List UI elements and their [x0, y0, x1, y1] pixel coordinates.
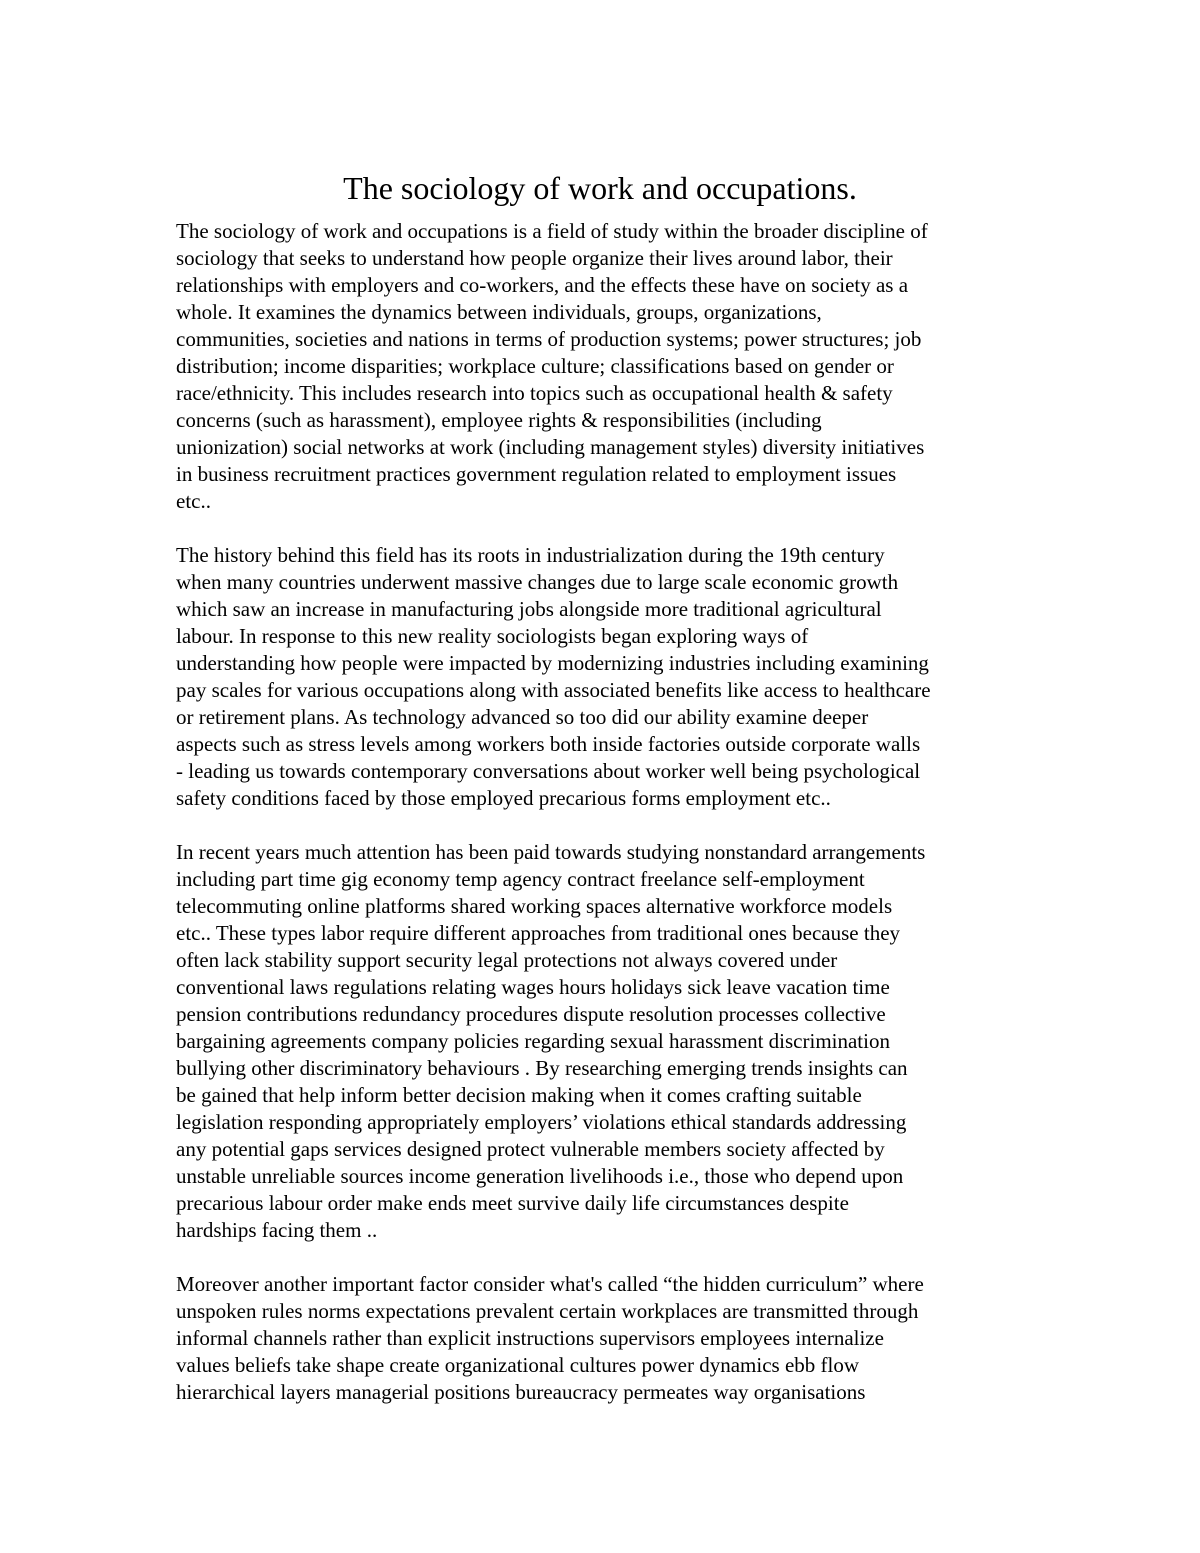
text-line: pension contributions redundancy procedures dispute resolution processes collective	[176, 1002, 886, 1026]
text-line: concerns (such as harassment), employee rights & responsibilities (including	[176, 408, 822, 432]
paragraph	[176, 1271, 1036, 1406]
text-line: relationships with employers and co-workers, and the effects these have on society as a	[176, 273, 909, 297]
text-line: which saw an increase in manufacturing jobs alongside more traditional agricultural	[176, 597, 882, 621]
text-line: be gained that help inform better decision making when it comes crafting suitable	[176, 1083, 862, 1107]
document-title: The sociology of work and occupations.	[343, 170, 857, 206]
text-line: The sociology of work and occupations is a field of study within the broader discipline of	[176, 219, 928, 243]
text-line: in business recruitment practices government regulation related to employment issues	[176, 462, 897, 486]
text-line: any potential gaps services designed protect vulnerable members society affected by	[176, 1137, 885, 1161]
text-line: bullying other discriminatory behaviours . By researching emerging trends insights can	[176, 1056, 908, 1080]
text-line: precarious labour order make ends meet survive daily life circumstances despite	[176, 1191, 849, 1215]
text-line: In recent years much attention has been paid towards studying nonstandard arrangements	[176, 840, 926, 864]
paragraph	[176, 839, 1036, 1244]
text-line: understanding how people were impacted by modernizing industries including examining	[176, 651, 929, 675]
text-line: distribution; income disparities; workplace culture; classifications based on gender or	[176, 354, 894, 378]
text-line: etc.. These types labor require different approaches from traditional ones because they	[176, 921, 901, 945]
text-line: whole. It examines the dynamics between individuals, groups, organizations,	[176, 300, 822, 324]
text-line: safety conditions faced by those employed precarious forms employment etc..	[176, 786, 831, 810]
text-line: values beliefs take shape create organizational cultures power dynamics ebb flow	[176, 1353, 860, 1377]
text-line: often lack stability support security legal protections not always covered under	[176, 948, 838, 972]
text-line: unionization) social networks at work (including management styles) diversity initiatives	[176, 435, 925, 459]
text-line: when many countries underwent massive changes due to large scale economic growth	[176, 570, 899, 594]
paragraph	[176, 218, 1036, 515]
document-body	[176, 218, 1036, 1433]
text-line: telecommuting online platforms shared working spaces alternative workforce models	[176, 894, 893, 918]
text-line: aspects such as stress levels among workers both inside factories outside corporate walls	[176, 732, 921, 756]
text-line: informal channels rather than explicit instructions supervisors employees internalize	[176, 1326, 884, 1350]
text-line: communities, societies and nations in terms of production systems; power structures; job	[176, 327, 922, 351]
text-line: or retirement plans. As technology advanced so too did our ability examine deeper	[176, 705, 869, 729]
text-line: conventional laws regulations relating wages hours holidays sick leave vacation time	[176, 975, 890, 999]
text-line: hierarchical layers managerial positions bureaucracy permeates way organisations	[176, 1380, 866, 1404]
text-line: etc..	[176, 489, 211, 513]
text-line: unstable unreliable sources income generation livelihoods i.e., those who depend upon	[176, 1164, 904, 1188]
text-line: including part time gig economy temp agency contract freelance self-employment	[176, 867, 865, 891]
text-line: race/ethnicity. This includes research into topics such as occupational health & safety	[176, 381, 893, 405]
text-line: Moreover another important factor consider what's called “the hidden curriculum” where	[176, 1272, 924, 1296]
text-line: The history behind this field has its roots in industrialization during the 19th century	[176, 543, 885, 567]
paragraph	[176, 542, 1036, 812]
text-line: - leading us towards contemporary conversations about worker well being psychological	[176, 759, 921, 783]
text-line: labour. In response to this new reality sociologists began exploring ways of	[176, 624, 809, 648]
text-line: legislation responding appropriately employers’ violations ethical standards addressing	[176, 1110, 907, 1134]
text-line: bargaining agreements company policies regarding sexual harassment discrimination	[176, 1029, 890, 1053]
text-line: sociology that seeks to understand how people organize their lives around labor, their	[176, 246, 893, 270]
text-line: unspoken rules norms expectations prevalent certain workplaces are transmitted through	[176, 1299, 919, 1323]
text-line: hardships facing them ..	[176, 1218, 378, 1242]
text-line: pay scales for various occupations along with associated benefits like access to healthcare	[176, 678, 931, 702]
